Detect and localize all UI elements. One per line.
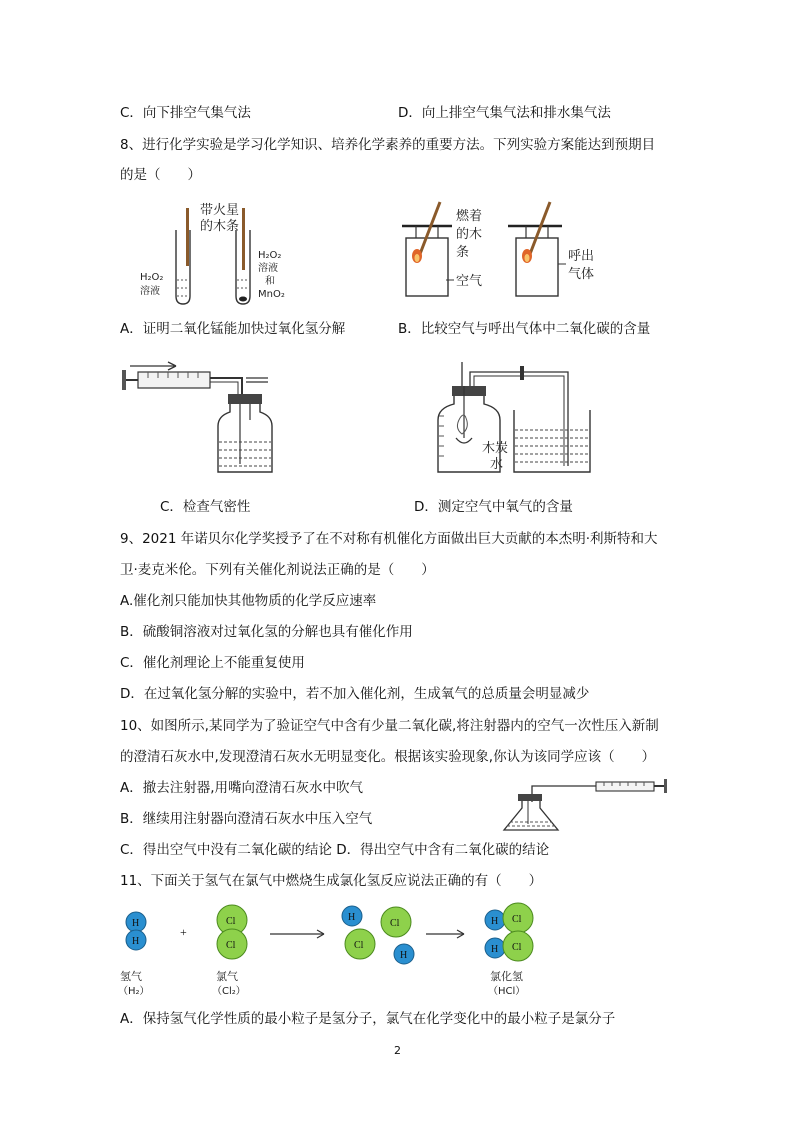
h2-formula: （H₂） xyxy=(118,986,150,997)
page-number: 2 xyxy=(394,1044,401,1057)
left-tube-label-1: H₂O₂ xyxy=(140,272,164,283)
right-tube-label-1: H₂O₂ xyxy=(258,250,282,261)
right-tube-label-2: 溶液 xyxy=(258,263,278,274)
water-label: 水 xyxy=(490,457,504,472)
burning-stick-right xyxy=(530,202,550,254)
wide-mouth-bottle xyxy=(218,404,272,472)
q9-stem-line1: 9、2021 年诺贝尔化学奖授予了在不对称有机催化方面做出巨大贡献的本杰明·利斯特和大 xyxy=(120,531,658,547)
flask-stopper xyxy=(518,794,542,801)
h2-label: 氢气 xyxy=(120,970,142,983)
atom-h: H xyxy=(348,912,356,923)
syringe-barrel xyxy=(138,372,210,388)
left-tube-label-2: 溶液 xyxy=(140,286,160,297)
atom-cl: Cl xyxy=(354,940,364,951)
q8-stem-line2: 的是（ ） xyxy=(120,167,201,183)
burning-stick-left xyxy=(420,202,440,254)
atom-cl: Cl xyxy=(226,940,236,951)
atom-cl: Cl xyxy=(512,942,522,953)
right-tube-label-3: 和 xyxy=(265,276,275,287)
chlorine-molecule xyxy=(217,905,247,959)
atom-h: H xyxy=(400,950,408,961)
q9-option-b: B．硫酸铜溶液对过氧化氢的分解也具有催化作用 xyxy=(120,624,413,640)
cl2-label: 氯气 xyxy=(216,970,238,983)
q7-option-c: C．向下排空气集气法 xyxy=(120,105,251,121)
atom-cl: Cl xyxy=(390,918,400,929)
stick-label-2: 的木条 xyxy=(200,219,240,234)
q8-stem-line1: 8、进行化学实验是学习化学知识、培养化学素养的重要方法。下列实验方案能达到预期目 xyxy=(120,137,656,153)
atom-cl: Cl xyxy=(226,916,236,927)
atom-h: H xyxy=(132,918,140,929)
hcl-molecule xyxy=(485,931,533,961)
figure-d-oxygen-content xyxy=(430,356,600,476)
q9-stem-line2: 卫·麦克米伦。下列有关催化剂说法正确的是（ ） xyxy=(120,562,435,578)
bottle-air xyxy=(406,238,448,296)
clip xyxy=(520,366,524,380)
stick-label-1: 燃着 xyxy=(456,209,483,224)
q10-option-a: A．撤去注射器,用嘴向澄清石灰水中吹气 xyxy=(120,780,364,796)
syringe-barrel xyxy=(596,782,654,791)
q8-option-d: D．测定空气中氧气的含量 xyxy=(414,499,573,515)
stick-label-1: 带火星 xyxy=(200,203,240,218)
cl2-formula: （Cl₂） xyxy=(212,986,246,997)
air-label: 空气 xyxy=(456,274,483,289)
glowing-stick-left xyxy=(186,208,189,266)
q11-stem: 11、下面关于氢气在氯气中燃烧生成氯化氢反应说法正确的有（ ） xyxy=(120,873,543,889)
atom-cl: Cl xyxy=(512,914,522,925)
mno2-powder xyxy=(239,297,247,302)
atom-h: H xyxy=(491,944,499,955)
syringe-plunger-handle xyxy=(122,370,126,390)
atom-h: H xyxy=(132,936,140,947)
q10-option-b: B．继续用注射器向澄清石灰水中压入空气 xyxy=(120,811,373,827)
stick-label-3: 条 xyxy=(456,245,470,260)
exhaled-label-2: 气体 xyxy=(568,267,595,282)
glowing-stick-right xyxy=(242,208,245,270)
charcoal-label: 木炭 xyxy=(482,441,509,456)
q10-option-cd: C．得出空气中没有二氧化碳的结论 D．得出空气中含有二氧化碳的结论 xyxy=(120,842,550,858)
figure-q10-syringe-flask xyxy=(496,778,672,834)
bottle-stopper xyxy=(452,386,486,396)
exhaled-label-1: 呼出 xyxy=(568,249,595,264)
q7-option-d: D．向上排空气集气法和排水集气法 xyxy=(398,105,611,121)
figure-c-airtightness xyxy=(118,360,278,478)
q10-stem-line2: 的澄清石灰水中,发现澄清石灰水无明显变化。根据该实验现象,你认为该同学应该（ ） xyxy=(120,749,656,765)
hcl-formula: （HCl） xyxy=(488,986,526,997)
figure-b-burning-sticks xyxy=(398,198,598,302)
hcl-label: 氯化氢 xyxy=(490,970,523,983)
q9-option-a: A.催化剂只能加快其他物质的化学反应速率 xyxy=(120,593,377,609)
figure-q11-reaction xyxy=(114,904,574,1000)
q9-option-d: D．在过氧化氢分解的实验中，若不加入催化剂，生成氧气的总质量会明显减少 xyxy=(120,686,590,702)
plus-sign: + xyxy=(180,925,187,939)
stopper xyxy=(228,394,262,404)
q8-option-a: A．证明二氧化锰能加快过氧化氢分解 xyxy=(120,321,346,337)
q8-option-c: C．检查气密性 xyxy=(160,499,251,515)
right-tube-label-4: MnO₂ xyxy=(258,289,285,300)
stick-label-2: 的木 xyxy=(456,227,483,242)
beaker xyxy=(514,410,590,472)
bottle-exhaled xyxy=(516,238,558,296)
figure-a-test-tubes xyxy=(130,200,300,308)
q9-option-c: C．催化剂理论上不能重复使用 xyxy=(120,655,305,671)
atom-h: H xyxy=(491,916,499,927)
q8-option-b: B．比较空气与呼出气体中二氧化碳的含量 xyxy=(398,321,651,337)
q11-option-a: A．保持氢气化学性质的最小粒子是氢分子，氯气在化学变化中的最小粒子是氯分子 xyxy=(120,1011,616,1027)
q10-stem-line1: 10、如图所示,某同学为了验证空气中含有少量二氧化碳,将注射器内的空气一次性压入新制 xyxy=(120,718,659,734)
hcl-molecule xyxy=(485,903,533,933)
hydrogen-molecule xyxy=(126,912,146,950)
